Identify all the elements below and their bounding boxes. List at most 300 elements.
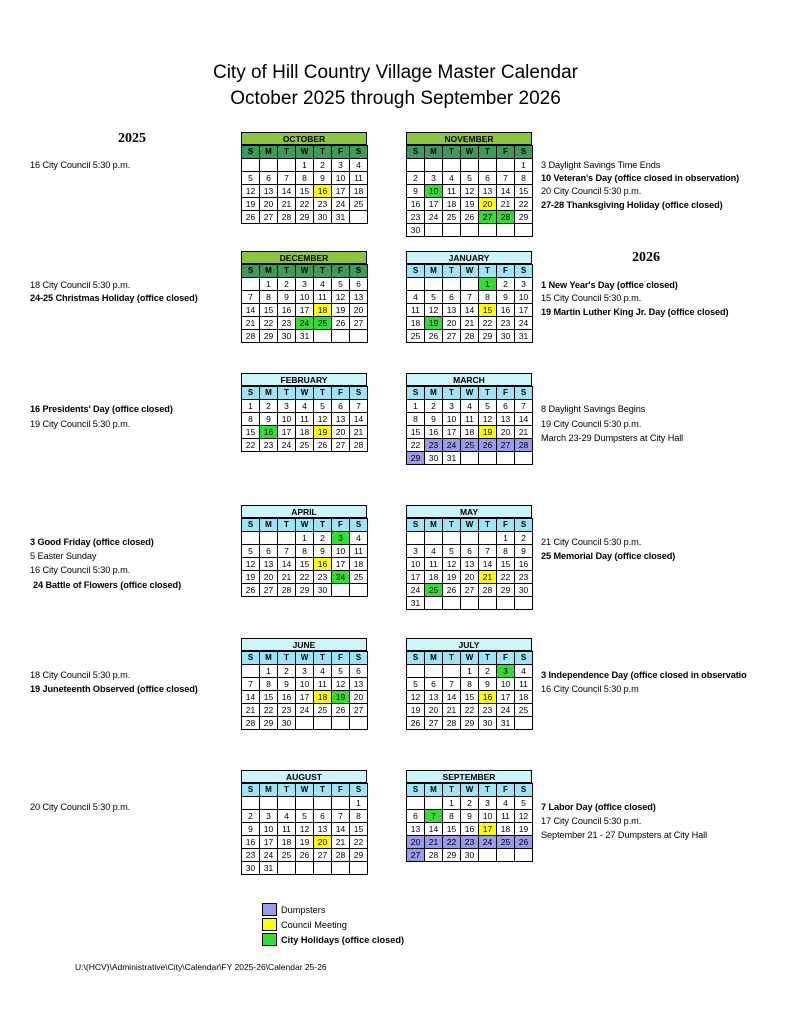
day-cell: 12	[461, 185, 479, 198]
day-cell: 26	[479, 439, 497, 452]
day-cell: 20	[407, 836, 425, 849]
weekday-header: F	[497, 519, 515, 532]
day-cell: 23	[461, 836, 479, 849]
empty-cell	[407, 797, 425, 810]
weekday-header: W	[461, 265, 479, 278]
day-cell: 13	[407, 823, 425, 836]
day-cell: 26	[242, 584, 260, 597]
day-cell: 18	[443, 198, 461, 211]
day-cell: 19	[407, 704, 425, 717]
day-cell: 1	[260, 665, 278, 678]
day-cell: 16	[242, 836, 260, 849]
day-cell: 24	[296, 704, 314, 717]
empty-cell	[332, 797, 350, 810]
day-cell: 8	[242, 413, 260, 426]
day-cell: 22	[260, 704, 278, 717]
day-cell: 16	[515, 558, 533, 571]
day-cell: 30	[242, 862, 260, 875]
day-cell: 18	[461, 426, 479, 439]
day-cell: 23	[278, 317, 296, 330]
day-cell: 7	[350, 400, 368, 413]
day-cell: 6	[497, 400, 515, 413]
day-cell: 26	[296, 849, 314, 862]
day-cell: 19	[461, 198, 479, 211]
month-may	[406, 505, 532, 610]
day-cell: 12	[242, 185, 260, 198]
day-cell: 14	[332, 823, 350, 836]
day-cell: 10	[278, 413, 296, 426]
day-cell: 14	[242, 304, 260, 317]
day-cell: 2	[242, 810, 260, 823]
empty-cell	[443, 224, 461, 237]
day-cell: 9	[242, 823, 260, 836]
month-grid-jun	[241, 651, 368, 730]
day-cell: 17	[425, 198, 443, 211]
empty-cell	[260, 797, 278, 810]
month-grid-aug	[241, 783, 368, 875]
weekday-header: T	[443, 387, 461, 400]
day-cell: 23	[278, 704, 296, 717]
weekday-header: F	[497, 652, 515, 665]
day-cell: 9	[425, 413, 443, 426]
legend-holiday-swatch	[262, 933, 277, 946]
month-oct	[241, 132, 367, 224]
month-header-mar: MARCH	[406, 373, 532, 386]
day-cell: 9	[407, 185, 425, 198]
day-cell: 17	[497, 691, 515, 704]
day-cell: 29	[515, 211, 533, 224]
weekday-header: T	[314, 519, 332, 532]
month-header-jan: JANUARY	[406, 251, 532, 264]
day-cell: 4	[314, 278, 332, 291]
day-cell: 31	[407, 597, 425, 610]
day-cell: 5	[407, 678, 425, 691]
day-cell: 13	[425, 691, 443, 704]
day-cell: 21	[278, 571, 296, 584]
legend	[262, 902, 404, 947]
day-cell: 26	[242, 211, 260, 224]
month-header-jul: JULY	[406, 638, 532, 651]
weekday-header: S	[350, 519, 368, 532]
weekday-header: T	[443, 652, 461, 665]
day-cell: 26	[314, 439, 332, 452]
day-cell: 23	[314, 571, 332, 584]
empty-cell	[425, 665, 443, 678]
empty-cell	[515, 717, 533, 730]
day-cell: 7	[278, 172, 296, 185]
day-cell: 24	[479, 836, 497, 849]
day-cell: 17	[443, 426, 461, 439]
day-cell: 11	[515, 678, 533, 691]
note-sep-3: September 21 - 27 Dumpsters at City Hall	[541, 830, 708, 840]
day-cell: 5	[332, 665, 350, 678]
day-cell: 20	[314, 836, 332, 849]
day-cell: 27	[350, 317, 368, 330]
day-cell: 28	[242, 330, 260, 343]
weekday-header: T	[314, 652, 332, 665]
legend-dumpsters-label: Dumpsters	[281, 904, 326, 915]
day-cell: 1	[443, 797, 461, 810]
weekday-header: S	[407, 265, 425, 278]
day-cell: 2	[278, 278, 296, 291]
day-cell: 6	[479, 172, 497, 185]
day-cell: 3	[497, 665, 515, 678]
day-cell: 11	[497, 810, 515, 823]
month-jul	[406, 638, 532, 730]
weekday-header: T	[479, 784, 497, 797]
day-cell: 11	[296, 413, 314, 426]
empty-cell	[350, 211, 368, 224]
day-cell: 22	[350, 836, 368, 849]
day-cell: 22	[479, 317, 497, 330]
day-cell: 22	[461, 704, 479, 717]
day-cell: 13	[260, 185, 278, 198]
day-cell: 5	[461, 172, 479, 185]
day-cell: 27	[260, 584, 278, 597]
day-cell: 30	[278, 330, 296, 343]
month-header-nov: NOVEMBER	[406, 132, 532, 145]
day-cell: 15	[242, 426, 260, 439]
empty-cell	[497, 849, 515, 862]
empty-cell	[497, 224, 515, 237]
weekday-header: W	[296, 265, 314, 278]
day-cell: 4	[461, 400, 479, 413]
day-cell: 11	[314, 678, 332, 691]
day-cell: 25	[350, 198, 368, 211]
empty-cell	[242, 665, 260, 678]
day-cell: 19	[296, 836, 314, 849]
day-cell: 15	[497, 558, 515, 571]
day-cell: 24	[296, 317, 314, 330]
day-cell: 25	[407, 330, 425, 343]
day-cell: 17	[332, 558, 350, 571]
day-cell: 27	[479, 211, 497, 224]
empty-cell	[515, 224, 533, 237]
day-cell: 11	[461, 413, 479, 426]
day-cell: 10	[332, 172, 350, 185]
day-cell: 6	[425, 678, 443, 691]
day-cell: 4	[278, 810, 296, 823]
day-cell: 16	[425, 426, 443, 439]
note-sep-2: 17 City Council 5:30 p.m.	[541, 816, 642, 826]
day-cell: 30	[278, 717, 296, 730]
weekday-header: M	[260, 387, 278, 400]
weekday-header: W	[296, 652, 314, 665]
day-cell: 14	[278, 558, 296, 571]
day-cell: 3	[332, 159, 350, 172]
month-feb	[241, 373, 367, 452]
empty-cell	[350, 330, 368, 343]
day-cell: 2	[407, 172, 425, 185]
note-apr-3: 16 City Council 5:30 p.m.	[30, 565, 131, 575]
day-cell: 22	[443, 836, 461, 849]
day-cell: 18	[497, 823, 515, 836]
empty-cell	[497, 597, 515, 610]
day-cell: 12	[479, 413, 497, 426]
day-cell: 8	[497, 545, 515, 558]
empty-cell	[425, 597, 443, 610]
day-cell: 20	[443, 317, 461, 330]
day-cell: 3	[332, 532, 350, 545]
day-cell: 4	[296, 400, 314, 413]
weekday-header: S	[242, 146, 260, 159]
page-title: City of Hill Country Village Master Calendar	[212, 62, 579, 83]
day-cell: 23	[515, 571, 533, 584]
weekday-header: M	[260, 652, 278, 665]
day-cell: 14	[443, 691, 461, 704]
month-header-may: MAY	[406, 505, 532, 518]
day-cell: 11	[443, 185, 461, 198]
day-cell: 5	[314, 400, 332, 413]
day-cell: 28	[332, 849, 350, 862]
note-dec-1: 18 City Council 5:30 p.m.	[30, 280, 131, 290]
empty-cell	[314, 717, 332, 730]
day-cell: 12	[407, 691, 425, 704]
day-cell: 18	[515, 691, 533, 704]
day-cell: 3	[443, 400, 461, 413]
day-cell: 25	[497, 836, 515, 849]
day-cell: 31	[515, 330, 533, 343]
weekday-header: W	[296, 146, 314, 159]
weekday-header: S	[407, 146, 425, 159]
day-cell: 29	[443, 849, 461, 862]
day-cell: 8	[296, 172, 314, 185]
weekday-header: M	[260, 265, 278, 278]
day-cell: 17	[260, 836, 278, 849]
empty-cell	[461, 159, 479, 172]
legend-dumpsters-swatch	[262, 903, 277, 916]
day-cell: 6	[260, 172, 278, 185]
empty-cell	[425, 159, 443, 172]
weekday-header: T	[443, 265, 461, 278]
weekday-header: F	[497, 387, 515, 400]
day-cell: 8	[260, 291, 278, 304]
empty-cell	[497, 452, 515, 465]
note-nov-3: 20 City Council 5:30 p.m.	[541, 186, 642, 196]
day-cell: 7	[332, 810, 350, 823]
empty-cell	[515, 452, 533, 465]
day-cell: 29	[296, 584, 314, 597]
empty-cell	[242, 159, 260, 172]
day-cell: 30	[314, 584, 332, 597]
empty-cell	[332, 717, 350, 730]
day-cell: 5	[515, 797, 533, 810]
day-cell: 7	[425, 810, 443, 823]
empty-cell	[278, 797, 296, 810]
weekday-header: M	[260, 146, 278, 159]
month-sep	[406, 770, 532, 862]
day-cell: 27	[497, 439, 515, 452]
weekday-header: S	[242, 387, 260, 400]
day-cell: 6	[314, 810, 332, 823]
day-cell: 21	[242, 317, 260, 330]
day-cell: 10	[296, 678, 314, 691]
empty-cell	[278, 532, 296, 545]
day-cell: 15	[479, 304, 497, 317]
day-cell: 28	[242, 717, 260, 730]
day-cell: 17	[296, 691, 314, 704]
day-cell: 8	[296, 545, 314, 558]
day-cell: 25	[350, 571, 368, 584]
weekday-header: W	[461, 146, 479, 159]
day-cell: 20	[479, 198, 497, 211]
day-cell: 17	[332, 185, 350, 198]
empty-cell	[497, 159, 515, 172]
day-cell: 29	[497, 584, 515, 597]
day-cell: 15	[260, 691, 278, 704]
empty-cell	[515, 597, 533, 610]
weekday-header: F	[332, 519, 350, 532]
day-cell: 3	[515, 278, 533, 291]
day-cell: 29	[479, 330, 497, 343]
weekday-header: T	[278, 784, 296, 797]
day-cell: 14	[461, 304, 479, 317]
day-cell: 27	[350, 704, 368, 717]
month-header-feb: FEBRUARY	[241, 373, 367, 386]
weekday-header: F	[497, 784, 515, 797]
month-grid-sep	[406, 783, 533, 862]
day-cell: 17	[515, 304, 533, 317]
month-jan	[406, 251, 532, 343]
day-cell: 24	[425, 211, 443, 224]
day-cell: 28	[278, 584, 296, 597]
day-cell: 19	[479, 426, 497, 439]
day-cell: 22	[296, 198, 314, 211]
day-cell: 9	[278, 291, 296, 304]
day-cell: 7	[461, 291, 479, 304]
day-cell: 6	[407, 810, 425, 823]
day-cell: 15	[461, 691, 479, 704]
weekday-header: T	[314, 146, 332, 159]
note-mar-2: 19 City Council 5:30 p.m.	[541, 419, 642, 429]
month-grid-oct	[241, 145, 368, 224]
day-cell: 16	[314, 558, 332, 571]
day-cell: 5	[479, 400, 497, 413]
month-header-sep: SEPTEMBER	[406, 770, 532, 783]
weekday-header: T	[479, 519, 497, 532]
day-cell: 30	[314, 211, 332, 224]
day-cell: 10	[260, 823, 278, 836]
day-cell: 7	[443, 678, 461, 691]
day-cell: 3	[260, 810, 278, 823]
day-cell: 13	[461, 558, 479, 571]
day-cell: 21	[278, 198, 296, 211]
day-cell: 12	[515, 810, 533, 823]
day-cell: 1	[407, 400, 425, 413]
day-cell: 1	[497, 532, 515, 545]
day-cell: 7	[278, 545, 296, 558]
day-cell: 11	[407, 304, 425, 317]
empty-cell	[443, 159, 461, 172]
day-cell: 18	[425, 571, 443, 584]
empty-cell	[296, 862, 314, 875]
day-cell: 27	[407, 849, 425, 862]
day-cell: 22	[407, 439, 425, 452]
day-cell: 3	[407, 545, 425, 558]
day-cell: 24	[278, 439, 296, 452]
weekday-header: T	[479, 146, 497, 159]
day-cell: 15	[296, 185, 314, 198]
year-label-2026: 2026	[632, 250, 660, 265]
weekday-header: M	[260, 519, 278, 532]
day-cell: 16	[497, 304, 515, 317]
day-cell: 7	[242, 678, 260, 691]
day-cell: 23	[260, 439, 278, 452]
day-cell: 2	[260, 400, 278, 413]
day-cell: 30	[479, 717, 497, 730]
empty-cell	[479, 452, 497, 465]
day-cell: 26	[443, 584, 461, 597]
day-cell: 28	[497, 211, 515, 224]
day-cell: 8	[350, 810, 368, 823]
note-oct-1: 16 City Council 5:30 p.m.	[30, 160, 131, 170]
empty-cell	[296, 797, 314, 810]
day-cell: 23	[425, 439, 443, 452]
day-cell: 15	[296, 558, 314, 571]
day-cell: 21	[461, 317, 479, 330]
day-cell: 8	[515, 172, 533, 185]
empty-cell	[314, 797, 332, 810]
day-cell: 14	[479, 558, 497, 571]
day-cell: 11	[350, 172, 368, 185]
day-cell: 22	[296, 571, 314, 584]
day-cell: 19	[425, 317, 443, 330]
day-cell: 24	[260, 849, 278, 862]
empty-cell	[443, 665, 461, 678]
month-mar	[406, 373, 532, 465]
day-cell: 17	[479, 823, 497, 836]
day-cell: 8	[407, 413, 425, 426]
day-cell: 24	[497, 704, 515, 717]
day-cell: 11	[278, 823, 296, 836]
day-cell: 23	[497, 317, 515, 330]
day-cell: 2	[479, 665, 497, 678]
empty-cell	[461, 452, 479, 465]
empty-cell	[314, 862, 332, 875]
day-cell: 18	[407, 317, 425, 330]
day-cell: 24	[443, 439, 461, 452]
weekday-header: T	[443, 784, 461, 797]
day-cell: 29	[296, 211, 314, 224]
day-cell: 4	[515, 665, 533, 678]
note-jan-1: 1 New Year's Day (office closed)	[541, 280, 678, 290]
day-cell: 10	[479, 810, 497, 823]
day-cell: 12	[314, 413, 332, 426]
legend-council-label: Council Meeting	[281, 919, 347, 930]
day-cell: 30	[515, 584, 533, 597]
weekday-header: W	[296, 387, 314, 400]
month-header-apr: APRIL	[241, 505, 367, 518]
day-cell: 25	[461, 439, 479, 452]
weekday-header: S	[515, 146, 533, 159]
day-cell: 10	[407, 558, 425, 571]
note-may-1: 21 City Council 5:30 p.m.	[541, 537, 642, 547]
note-jul-2: 16 City Council 5:30 p.m	[541, 684, 639, 694]
day-cell: 6	[350, 665, 368, 678]
day-cell: 18	[350, 185, 368, 198]
day-cell: 5	[296, 810, 314, 823]
empty-cell	[278, 159, 296, 172]
note-jun-1: 18 City Council 5:30 p.m.	[30, 670, 131, 680]
empty-cell	[461, 532, 479, 545]
day-cell: 19	[314, 426, 332, 439]
weekday-header: F	[332, 265, 350, 278]
day-cell: 24	[515, 317, 533, 330]
weekday-header: T	[278, 519, 296, 532]
day-cell: 21	[350, 426, 368, 439]
day-cell: 9	[314, 545, 332, 558]
day-cell: 4	[407, 291, 425, 304]
